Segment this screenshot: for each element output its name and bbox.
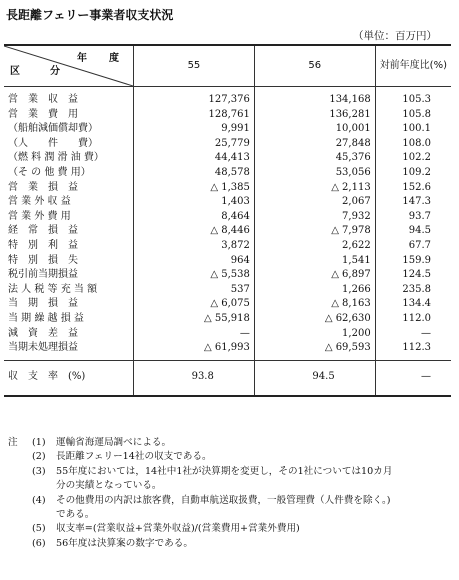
row-label: （船舶減価償却費） — [8, 123, 98, 135]
note-label — [8, 479, 32, 493]
rate-55: 93.8 — [134, 360, 255, 396]
table-row — [4, 122, 451, 137]
row-value-55: 127,376 — [134, 87, 255, 108]
table-row — [4, 312, 451, 327]
row-value-55: △ 1,385 — [134, 181, 255, 196]
row-label: 当 期 損 益 — [8, 298, 78, 310]
note-text: 分の実績となっている。 — [56, 480, 162, 492]
header-col-ratio: 対前年度比(%) — [375, 45, 451, 87]
table-header-row — [4, 45, 451, 87]
row-value-55: △ 61,993 — [134, 341, 255, 360]
note-number: (3) — [32, 465, 46, 477]
row-value-55: △ 8,446 — [134, 224, 255, 239]
row-value-55: 3,872 — [134, 239, 255, 254]
row-ratio: 124.5 — [375, 268, 451, 283]
note-number — [32, 508, 56, 522]
row-value-56: 45,376 — [254, 151, 375, 166]
note-number: (4) — [32, 494, 46, 506]
row-ratio: 147.3 — [375, 195, 451, 210]
row-value-56: 134,168 — [254, 87, 375, 108]
table-row — [4, 254, 451, 269]
note-line — [8, 522, 453, 536]
row-value-56: 1,200 — [254, 327, 375, 342]
row-label: 特 別 損 失 — [8, 254, 78, 266]
note-line — [8, 436, 453, 450]
table-body — [4, 87, 451, 361]
note-number: (2) — [32, 451, 46, 463]
table-row — [4, 210, 451, 225]
row-value-56: 7,932 — [254, 210, 375, 225]
row-label: 営 業 外 収 益 — [8, 196, 71, 208]
row-value-55: 128,761 — [134, 108, 255, 123]
row-value-55: — — [134, 327, 255, 342]
table-row — [4, 87, 451, 108]
row-value-56: △ 2,113 — [254, 181, 375, 196]
row-ratio: 134.4 — [375, 297, 451, 312]
row-label: 営 業 損 益 — [8, 181, 78, 193]
note-label — [8, 522, 32, 536]
row-value-56: 53,056 — [254, 166, 375, 181]
row-label: （そ の 他 費 用） — [8, 166, 91, 178]
header-diagonal-cell — [4, 45, 134, 87]
row-value-55: 537 — [134, 283, 255, 298]
note-number — [32, 479, 56, 493]
row-ratio: 94.5 — [375, 224, 451, 239]
note-text: その他費用の内訳は旅客費，自動車航送取扱費，一般管理費（人件費を除く。) — [56, 494, 391, 506]
row-ratio: 235.8 — [375, 283, 451, 298]
table-row — [4, 268, 451, 283]
unit-label: （単位：百万円） — [353, 30, 437, 42]
header-col-55: 55 — [134, 45, 255, 87]
row-label: 経 常 損 益 — [8, 225, 78, 237]
note-label — [8, 450, 32, 464]
row-value-55: △ 5,538 — [134, 268, 255, 283]
row-value-56: 2,622 — [254, 239, 375, 254]
row-label: 当 期 繰 越 損 益 — [8, 312, 84, 324]
row-ratio: 67.7 — [375, 239, 451, 254]
page-title: 長距離フェリー事業者収支状況 — [6, 8, 174, 22]
row-value-56: 10,001 — [254, 122, 375, 137]
table-row — [4, 181, 451, 196]
row-label: （人 件 費） — [8, 137, 98, 149]
row-value-55: 1,403 — [134, 195, 255, 210]
row-ratio: 108.0 — [375, 137, 451, 152]
row-value-55: 8,464 — [134, 210, 255, 225]
row-label: （燃 料 潤 滑 油 費） — [8, 152, 104, 164]
row-ratio: 152.6 — [375, 181, 451, 196]
table-row — [4, 283, 451, 298]
note-label — [8, 508, 32, 522]
row-ratio: 112.0 — [375, 312, 451, 327]
table-row — [4, 341, 451, 360]
row-label: 税引前当期損益 — [8, 269, 78, 281]
note-line — [8, 537, 453, 551]
row-ratio: 93.7 — [375, 210, 451, 225]
note-label: 注 — [8, 437, 18, 448]
row-value-56: 27,848 — [254, 137, 375, 152]
rate-56: 94.5 — [254, 360, 375, 396]
note-label — [8, 537, 32, 551]
table-row — [4, 327, 451, 342]
table-row — [4, 224, 451, 239]
note-line — [8, 479, 453, 493]
row-label: 当期未処理損益 — [4, 341, 134, 360]
row-ratio: — — [375, 327, 451, 342]
row-value-55: 964 — [134, 254, 255, 269]
row-value-55: 48,578 — [134, 166, 255, 181]
row-ratio: 105.3 — [375, 87, 451, 108]
note-text: である。 — [56, 509, 95, 521]
note-number: (5) — [32, 523, 46, 535]
row-value-55: △ 55,918 — [134, 312, 255, 327]
row-value-56: 2,067 — [254, 195, 375, 210]
row-label: 営 業 外 費 用 — [8, 210, 71, 222]
note-number: (6) — [32, 537, 46, 549]
row-ratio: 105.8 — [375, 108, 451, 123]
note-line — [8, 450, 453, 464]
row-value-55: 44,413 — [134, 151, 255, 166]
row-ratio: 102.2 — [375, 151, 451, 166]
row-label: 営 業 収 益 — [8, 94, 78, 105]
row-value-56: △ 62,630 — [254, 312, 375, 327]
note-text: 収支率=(営業収益+営業外収益)/(営業費用+営業外費用) — [56, 523, 300, 535]
note-line — [8, 508, 453, 522]
table-row — [4, 151, 451, 166]
note-text: 55年度においては，14社中1社が決算期を変更し，その1社については10カ月 — [56, 465, 393, 477]
row-value-56: 1,541 — [254, 254, 375, 269]
row-ratio: 159.9 — [375, 254, 451, 269]
ferry-income-table — [4, 44, 451, 397]
row-value-56: 1,266 — [254, 283, 375, 298]
row-value-56: △ 6,897 — [254, 268, 375, 283]
row-value-56: △ 8,163 — [254, 297, 375, 312]
row-value-56: 136,281 — [254, 108, 375, 123]
row-label: 営 業 費 用 — [8, 108, 78, 120]
note-label — [8, 465, 32, 479]
rate-label: 収 支 率 (%) — [4, 360, 134, 396]
header-col-56: 56 — [254, 45, 375, 87]
table-row — [4, 297, 451, 312]
note-label — [8, 494, 32, 508]
table-row — [4, 166, 451, 181]
note-line — [8, 494, 453, 508]
note-line — [8, 465, 453, 479]
rate-row — [4, 360, 451, 396]
row-ratio: 112.3 — [375, 341, 451, 360]
header-nendo: 年 度 — [77, 53, 126, 64]
row-label: 減 資 差 益 — [8, 327, 78, 339]
table-row — [4, 195, 451, 210]
row-value-55: 9,991 — [134, 122, 255, 137]
row-value-55: 25,779 — [134, 137, 255, 152]
row-label: 法 人 税 等 充 当 額 — [8, 283, 98, 295]
table-row — [4, 239, 451, 254]
row-value-56: △ 69,593 — [254, 341, 375, 360]
table-row — [4, 137, 451, 152]
notes — [8, 436, 453, 551]
row-value-55: △ 6,075 — [134, 297, 255, 312]
row-value-56: △ 7,978 — [254, 224, 375, 239]
header-kubun: 区 分 — [10, 66, 70, 78]
row-label: 特 別 利 益 — [8, 239, 78, 251]
note-text: 長距離フェリー14社の収支である。 — [56, 451, 212, 463]
note-text: 運輸省海運局調べによる。 — [56, 437, 172, 448]
row-ratio: 109.2 — [375, 166, 451, 181]
note-number: (1) — [32, 437, 46, 448]
rate-ratio: — — [375, 360, 451, 396]
table-row — [4, 108, 451, 123]
note-text: 56年度は決算案の数字である。 — [56, 537, 193, 549]
row-ratio: 100.1 — [375, 122, 451, 137]
